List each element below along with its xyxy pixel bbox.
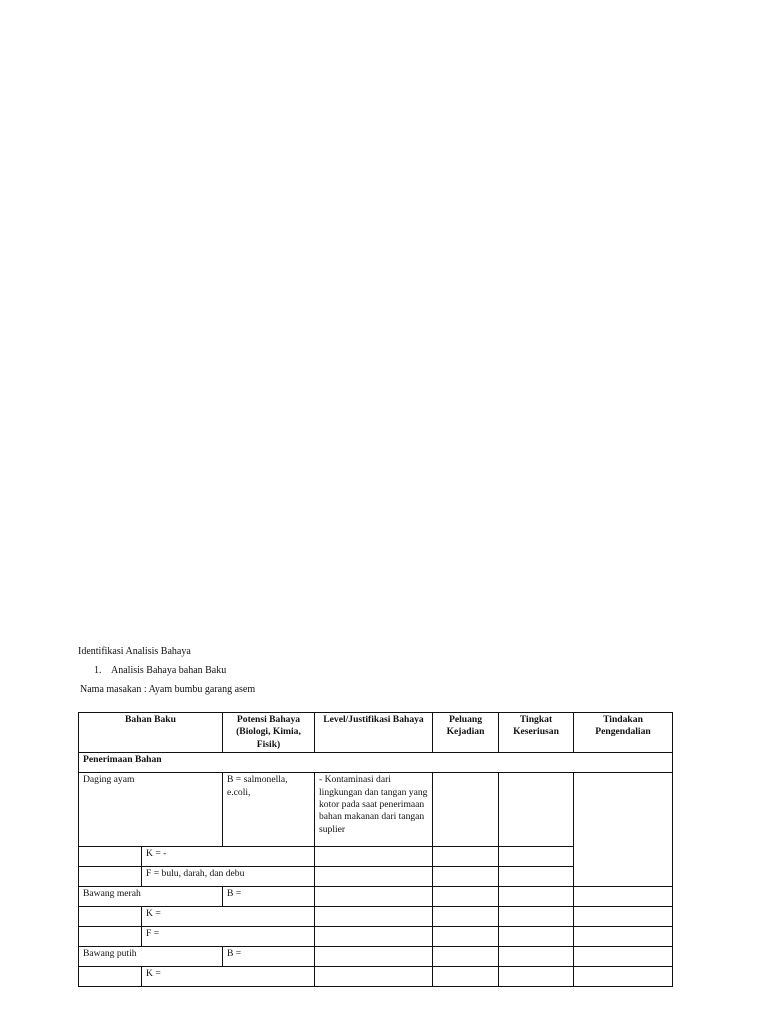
tingkat-cell <box>499 907 574 927</box>
tindakan-cell <box>574 887 673 907</box>
peluang-cell <box>433 773 499 847</box>
potensi-cell: F = <box>142 927 315 947</box>
level-cell <box>315 867 433 887</box>
potensi-cell: B = salmonella, e.coli, <box>223 773 315 847</box>
table-header-row <box>79 713 673 753</box>
empty-cell <box>79 927 142 947</box>
table-row <box>79 947 673 967</box>
header-tindakan-pengendalian: Tindakan Pengendalian <box>574 713 673 753</box>
peluang-cell <box>433 887 499 907</box>
table-row <box>79 967 673 987</box>
header-tingkat-keseriusan: Tingkat Keseriusan <box>499 713 574 753</box>
table-row <box>79 887 673 907</box>
tindakan-cell <box>574 947 673 967</box>
bahan-cell: Daging ayam <box>79 773 223 847</box>
tindakan-cell <box>574 773 673 887</box>
list-number: 1. <box>94 665 102 676</box>
level-cell <box>315 947 433 967</box>
potensi-cell: K = <box>142 907 315 927</box>
bahan-cell: Bawang merah <box>79 887 223 907</box>
empty-cell <box>79 967 142 987</box>
potensi-cell: F = bulu, darah, dan debu <box>142 867 315 887</box>
peluang-cell <box>433 927 499 947</box>
header-level-justifikasi: Level/Justifikasi Bahaya <box>315 713 433 753</box>
level-cell <box>315 967 433 987</box>
peluang-cell <box>433 847 499 867</box>
dish-name-line: Nama masakan : Ayam bumbu garang asem <box>80 684 256 695</box>
table-row <box>79 773 673 847</box>
tindakan-cell <box>574 927 673 947</box>
tingkat-cell <box>499 867 574 887</box>
empty-cell <box>79 847 142 867</box>
header-potensi-bahaya: Potensi Bahaya (Biologi, Kimia, Fisik) <box>223 713 315 753</box>
tingkat-cell <box>499 967 574 987</box>
empty-cell <box>79 867 142 887</box>
level-cell <box>315 927 433 947</box>
section-row <box>79 753 673 773</box>
table-row <box>79 907 673 927</box>
potensi-cell: B = <box>223 947 315 967</box>
peluang-cell <box>433 967 499 987</box>
hazard-analysis-table <box>78 712 673 987</box>
potensi-cell: B = <box>223 887 315 907</box>
level-cell <box>315 847 433 867</box>
list-item-text: Analisis Bahaya bahan Baku <box>111 665 227 676</box>
numbered-list-item <box>94 665 226 677</box>
level-cell: - Kontaminasi dari lingkungan dan tangan yang kotor pada saat penerimaan bahan makanan dari tangan suplier <box>315 773 433 847</box>
section-title: Penerimaan Bahan <box>79 753 673 773</box>
potensi-cell: K = - <box>142 847 315 867</box>
peluang-cell <box>433 867 499 887</box>
tindakan-cell <box>574 967 673 987</box>
header-peluang-kejadian: Peluang Kejadian <box>433 713 499 753</box>
tingkat-cell <box>499 947 574 967</box>
tingkat-cell <box>499 887 574 907</box>
bahan-cell: Bawang putih <box>79 947 223 967</box>
peluang-cell <box>433 907 499 927</box>
header-bahan-baku: Bahan Baku <box>79 713 223 753</box>
tindakan-cell <box>574 907 673 927</box>
peluang-cell <box>433 947 499 967</box>
document-title: Identifikasi Analisis Bahaya <box>78 646 191 657</box>
potensi-cell: K = <box>142 967 315 987</box>
tingkat-cell <box>499 773 574 847</box>
table-row <box>79 927 673 947</box>
empty-cell <box>79 907 142 927</box>
tingkat-cell <box>499 927 574 947</box>
tingkat-cell <box>499 847 574 867</box>
level-cell <box>315 907 433 927</box>
level-cell <box>315 887 433 907</box>
